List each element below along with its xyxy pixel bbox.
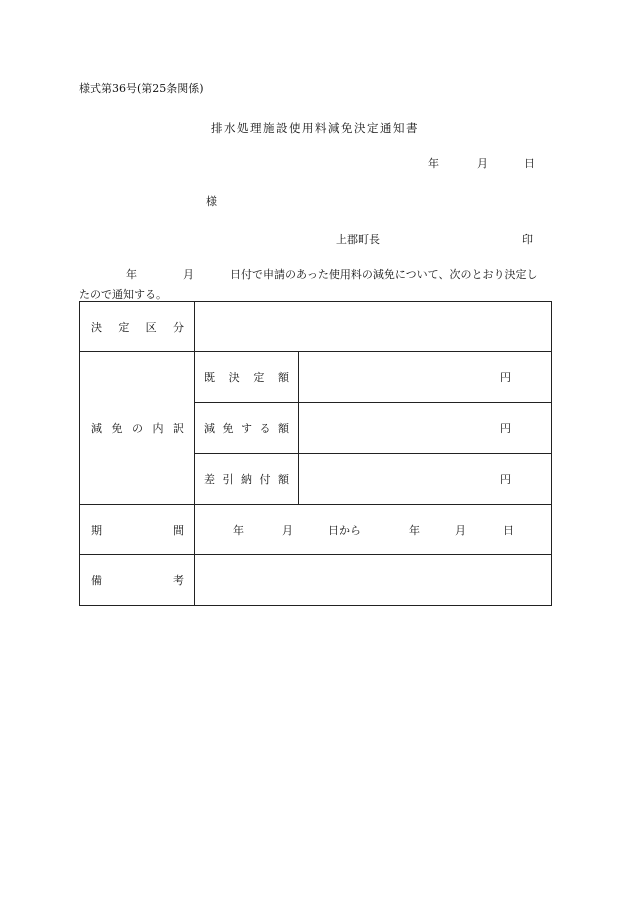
yen-unit: 円 [500, 422, 511, 435]
remarks-value-cell [195, 555, 552, 606]
period-value-cell [195, 505, 552, 555]
document-title: 排水処理施設使用料減免決定通知書 [211, 121, 419, 135]
period-day-2: 日 [503, 523, 514, 537]
reduction-amount-label-cell [195, 403, 299, 454]
body-month: 月 [183, 268, 194, 281]
remarks-label: 備 考 [91, 574, 184, 587]
issuer-name: 上郡町長 [336, 233, 380, 246]
addressee-suffix: 様 [206, 195, 217, 208]
yen-unit: 円 [500, 371, 511, 384]
breakdown-label-cell [80, 352, 195, 505]
body-text-line-1 [126, 266, 537, 282]
existing-amount-value [299, 352, 552, 403]
reduction-amount-value [299, 403, 552, 454]
seal-mark: 印 [522, 233, 533, 246]
form-number: 様式第36号(第25条関係) [79, 82, 204, 95]
period-label-cell [80, 505, 195, 555]
net-amount-label-cell [195, 454, 299, 505]
decision-value-cell [195, 302, 552, 352]
body-year: 年 [126, 268, 137, 281]
net-amount-label: 差 引 納 付 額 [204, 473, 289, 486]
issue-date [428, 155, 535, 171]
period-month-1: 月 [282, 523, 293, 537]
remarks-label-cell [80, 555, 195, 606]
period-month-2: 月 [455, 523, 466, 537]
existing-amount-label: 既 決 定 額 [204, 371, 289, 384]
period-year-2: 年 [409, 523, 420, 537]
net-amount-value [299, 454, 552, 505]
reduction-amount-label: 減 免 す る 額 [204, 422, 289, 435]
decision-table [79, 301, 552, 606]
existing-amount-label-cell [195, 352, 299, 403]
decision-label: 決 定 区 分 [91, 320, 184, 334]
breakdown-label: 減 免 の 内 訳 [91, 422, 184, 435]
date-month: 月 [477, 157, 488, 170]
date-day: 日 [524, 157, 535, 170]
period-from: 日から [328, 523, 361, 537]
period-label: 期 間 [91, 523, 184, 537]
decision-label-cell [80, 302, 195, 352]
body-text-line-2: たので通知する。 [79, 288, 167, 301]
yen-unit: 円 [500, 473, 511, 486]
body-text: 日付で申請のあった使用料の減免について、次のとおり決定し [230, 268, 538, 281]
period-year-1: 年 [233, 523, 244, 537]
date-year: 年 [428, 157, 439, 170]
